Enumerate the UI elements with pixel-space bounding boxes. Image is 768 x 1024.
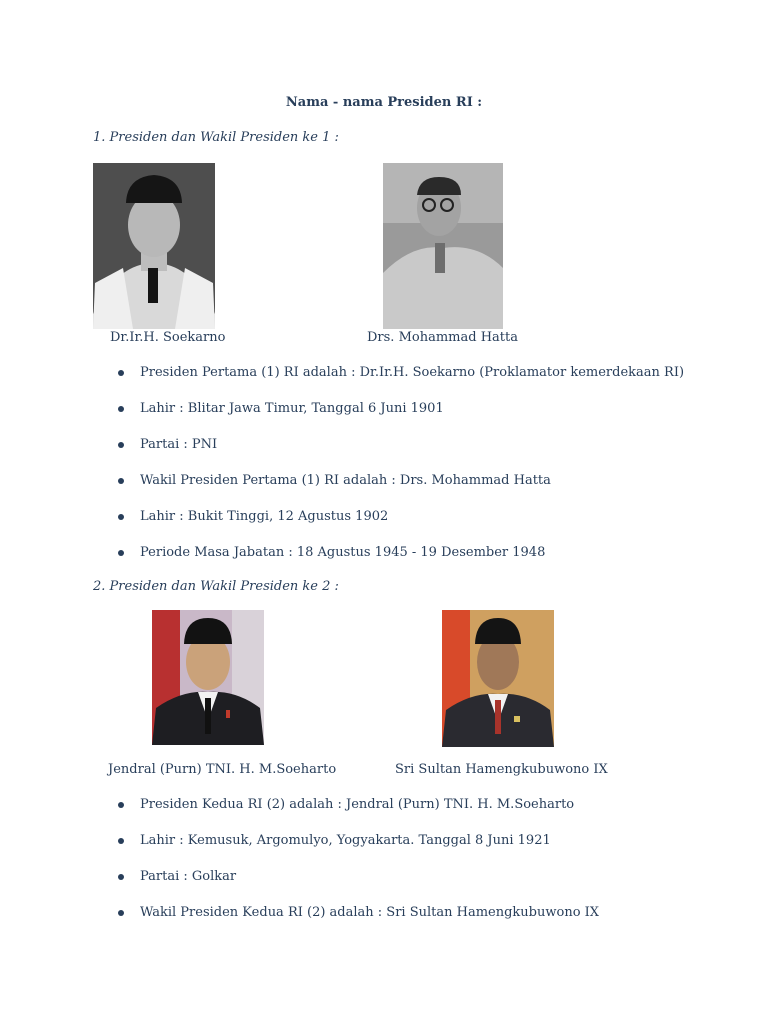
portrait-soeharto-photo: [152, 610, 264, 745]
bullet-icon: [118, 802, 124, 808]
list-item: Lahir : Bukit Tinggi, 12 Agustus 1902: [118, 508, 684, 544]
bullet-icon: [118, 910, 124, 916]
portrait-soekarno-photo: [93, 163, 215, 329]
list-item: Lahir : Kemusuk, Argomulyo, Yogyakarta. Tanggal 8 Juni 1921: [118, 832, 599, 868]
caption-soekarno: Dr.Ir.H. Soekarno: [110, 330, 226, 345]
section-1-bullet-list: [118, 364, 684, 580]
section-2-bullet-list: [118, 796, 599, 940]
caption-soeharto: Jendral (Purn) TNI. H. M.Soeharto: [108, 762, 337, 777]
bullet-icon: [118, 442, 124, 448]
bullet-icon: [118, 874, 124, 880]
caption-hamengkubuwono: Sri Sultan Hamengkubuwono IX: [395, 762, 608, 777]
list-item: Wakil Presiden Kedua RI (2) adalah : Sri Sultan Hamengkubuwono IX: [118, 904, 599, 940]
list-item: Wakil Presiden Pertama (1) RI adalah : Drs. Mohammad Hatta: [118, 472, 684, 508]
bullet-icon: [118, 514, 124, 520]
list-item: Partai : PNI: [118, 436, 684, 472]
list-item: Partai : Golkar: [118, 868, 599, 904]
list-item: Presiden Pertama (1) RI adalah : Dr.Ir.H. Soekarno (Proklamator kemerdekaan RI): [118, 364, 684, 400]
section-1-heading: 1. Presiden dan Wakil Presiden ke 1 :: [93, 130, 339, 145]
bullet-icon: [118, 370, 124, 376]
portrait-hamengkubuwono-photo: [442, 610, 554, 747]
bullet-icon: [118, 838, 124, 844]
bullet-icon: [118, 478, 124, 484]
bullet-icon: [118, 406, 124, 412]
list-item: Periode Masa Jabatan : 18 Agustus 1945 - 19 Desember 1948: [118, 544, 684, 580]
caption-hatta: Drs. Mohammad Hatta: [367, 330, 518, 345]
page-title: Nama - nama Presiden RI :: [285, 95, 483, 110]
bullet-icon: [118, 550, 124, 556]
section-2-heading: 2. Presiden dan Wakil Presiden ke 2 :: [93, 579, 339, 594]
list-item: Lahir : Blitar Jawa Timur, Tanggal 6 Juni 1901: [118, 400, 684, 436]
list-item: Presiden Kedua RI (2) adalah : Jendral (Purn) TNI. H. M.Soeharto: [118, 796, 599, 832]
portrait-hatta-photo: [383, 163, 503, 329]
